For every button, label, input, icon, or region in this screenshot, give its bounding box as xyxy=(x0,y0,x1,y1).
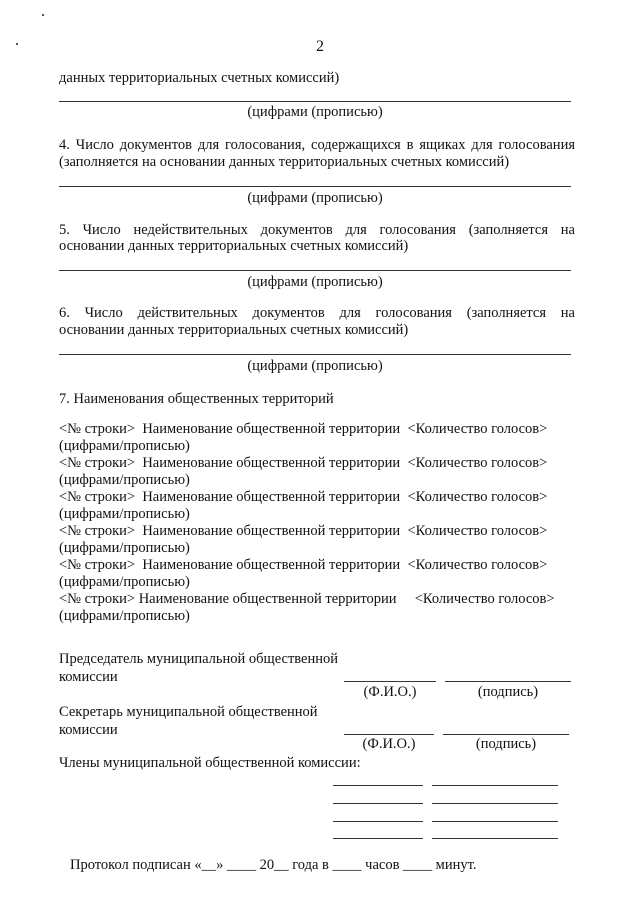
section-4-line-2: (заполняется на основании данных территориальных счетных комиссий) xyxy=(59,154,510,170)
member-signature-line xyxy=(432,821,558,822)
chairman-signature-line xyxy=(445,681,571,682)
member-signature-line xyxy=(432,838,558,839)
secretary-fio-line xyxy=(344,734,434,735)
territory-row-line-2: (цифрами/прописью) xyxy=(59,506,190,522)
members-label: Члены муниципальной общественной комиссии: xyxy=(59,755,361,771)
territory-row-line-1: <№ строки> Наименование общественной территории <Количество голосов> xyxy=(59,523,548,539)
secretary-signature-line xyxy=(443,734,569,735)
member-fio-line xyxy=(333,803,423,804)
cifry-caption: (цифрами (прописью) xyxy=(247,358,383,374)
intro-line: данных территориальных счетных комиссий) xyxy=(59,70,340,86)
secretary-label-line-1: Секретарь муниципальной общественной xyxy=(59,704,318,720)
member-fio-line xyxy=(333,838,423,839)
territory-row xyxy=(59,523,571,557)
secretary-label-line-2: комиссии xyxy=(59,722,118,738)
member-fio-line xyxy=(333,821,423,822)
protocol-signed-line: Протокол подписан «__» ____ 20__ года в ____ часов ____ минут. xyxy=(70,857,477,873)
section-5-line-1: 5. Число недействительных документов для голосования (заполняется на xyxy=(59,222,575,238)
chairman-label xyxy=(59,650,338,686)
scan-speck xyxy=(16,43,18,45)
chairman-label-line-1: Председатель муниципальной общественной xyxy=(59,651,339,667)
section-4-line-1: 4. Число документов для голосования, содержащихся в ящиках для голосования xyxy=(59,137,575,153)
territory-row xyxy=(59,421,571,455)
member-signature-line xyxy=(432,803,558,804)
page-number: 2 xyxy=(316,38,324,55)
cifry-caption: (цифрами (прописью) xyxy=(247,104,383,120)
scan-speck xyxy=(42,14,44,16)
secretary-label xyxy=(59,703,318,739)
territory-row-line-1: <№ строки> Наименование общественной территории <Количество голосов> xyxy=(59,591,555,607)
fill-line xyxy=(59,101,571,102)
territory-row-line-2: (цифрами/прописью) xyxy=(59,540,190,556)
territory-row-line-1: <№ строки> Наименование общественной территории <Количество голосов> xyxy=(59,455,548,471)
territory-row-line-1: <№ строки> Наименование общественной территории <Количество голосов> xyxy=(59,421,548,437)
section-6-line-1: 6. Число действительных документов для голосования (заполняется на xyxy=(59,305,575,321)
member-signature-line xyxy=(432,785,558,786)
section-5-line-2: основании данных территориальных счетных комиссий) xyxy=(59,238,409,254)
territory-row-line-2: (цифрами/прописью) xyxy=(59,574,190,590)
fill-line xyxy=(59,354,571,355)
territory-row xyxy=(59,557,571,591)
chairman-signature-caption: (подпись) xyxy=(477,684,539,700)
territory-row xyxy=(59,591,571,625)
territory-row xyxy=(59,489,571,523)
section-6-line-2: основании данных территориальных счетных комиссий) xyxy=(59,322,409,338)
territory-row xyxy=(59,455,571,489)
secretary-signature-caption: (подпись) xyxy=(475,736,537,752)
territory-row-line-1: <№ строки> Наименование общественной территории <Количество голосов> xyxy=(59,489,548,505)
territory-row-line-2: (цифрами/прописью) xyxy=(59,472,190,488)
chairman-fio-line xyxy=(344,681,436,682)
section-7-title: 7. Наименования общественных территорий xyxy=(59,391,334,407)
cifry-caption: (цифрами (прописью) xyxy=(247,190,383,206)
fill-line xyxy=(59,270,571,271)
territory-row-line-2: (цифрами/прописью) xyxy=(59,438,190,454)
chairman-label-line-2: комиссии xyxy=(59,669,118,685)
territory-row-line-1: <№ строки> Наименование общественной территории <Количество голосов> xyxy=(59,557,548,573)
secretary-fio-caption: (Ф.И.О.) xyxy=(362,736,416,752)
territory-list xyxy=(59,421,571,625)
cifry-caption: (цифрами (прописью) xyxy=(247,274,383,290)
territory-row-line-2: (цифрами/прописью) xyxy=(59,608,190,624)
chairman-fio-caption: (Ф.И.О.) xyxy=(363,684,417,700)
member-fio-line xyxy=(333,785,423,786)
fill-line xyxy=(59,186,571,187)
